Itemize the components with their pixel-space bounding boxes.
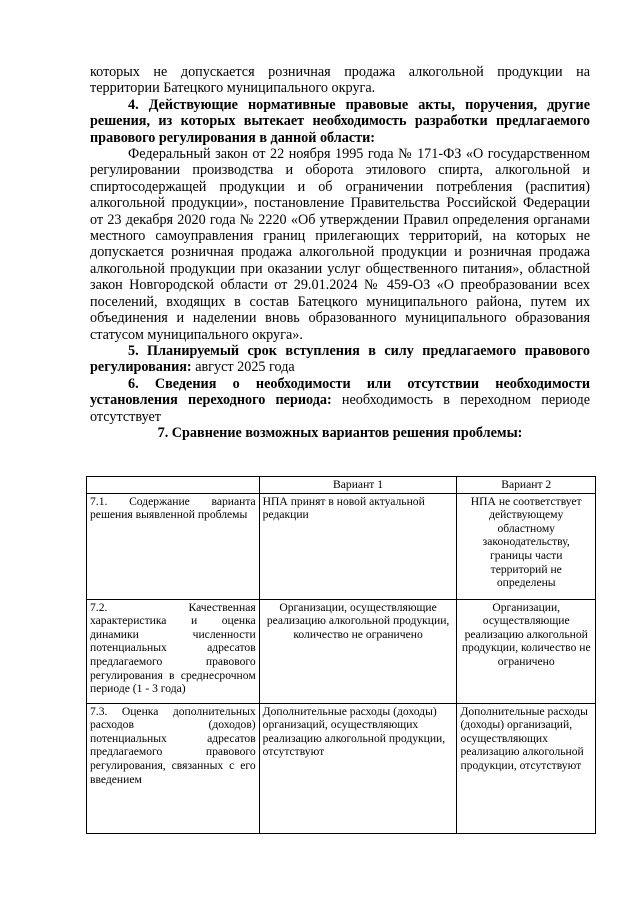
section-5-value: август 2025 года xyxy=(195,359,295,376)
section-5-title: 5. Планируемый срок вступления в силу предлагаемого правового регулирования: xyxy=(90,342,590,376)
row-variant-2: НПА не соответствует действующему областному законодательству, границы части территорий не определены xyxy=(457,493,596,599)
row-variant-1: Организации, осуществляющие реализацию алкогольной продукции, количество не ограничено xyxy=(259,599,457,703)
comparison-table xyxy=(86,476,596,834)
header-cell-variant-1: Вариант 1 xyxy=(259,477,457,494)
row-label: 7.3. Оценка дополнительных расходов (доходов) потенциальных адресатов предлагаемого правового регулирования, связанных с его введением xyxy=(87,703,260,833)
header-cell-empty xyxy=(87,477,260,494)
table-row xyxy=(87,703,596,833)
text-body xyxy=(90,64,590,441)
row-label: 7.1. Содержание варианта решения выявленной проблемы xyxy=(87,493,260,599)
table-row xyxy=(87,599,596,703)
row-variant-2: Организации, осуществляющие реализацию алкогольной продукции, количество не ограничено xyxy=(457,599,596,703)
section-6-title: 6. Сведения о необходимости или отсутствии необходимости установления переходного периода: xyxy=(90,375,590,409)
section-6-value: необходимость в переходном периоде отсутствует xyxy=(90,392,590,425)
section-5 xyxy=(90,343,590,376)
header-cell-variant-2: Вариант 2 xyxy=(457,477,596,494)
row-variant-1: Дополнительные расходы (доходы) организаций, осуществляющих реализацию алкогольной продукции, отсутствуют xyxy=(259,703,457,833)
table-header-row xyxy=(87,477,596,494)
table-row xyxy=(87,493,596,599)
section-7-title: 7. Сравнение возможных вариантов решения проблемы: xyxy=(157,424,523,441)
paragraph-continuation: которых не допускается розничная продажа алкогольной продукции на территории Батецкого муниципального округа. xyxy=(90,64,590,97)
row-variant-1: НПА принят в новой актуальной редакции xyxy=(259,493,457,599)
row-variant-2: Дополнительные расходы (доходы) организаций, осуществляющих реализацию алкогольной продукции, отсутствуют xyxy=(457,703,596,833)
row-label: 7.2. Качественная характеристика и оценка динамики численности потенциальных адресатов предлагаемого правового регулирования в среднесрочном периоде (1 - 3 года) xyxy=(87,599,260,703)
section-4-title: 4. Действующие нормативные правовые акты, поручения, другие решения, из которых вытекает необходимость разработки предлагаемого правового регулирования в данной области: xyxy=(90,96,590,146)
section-6 xyxy=(90,376,590,425)
section-4-body: Федеральный закон от 22 ноября 1995 года № 171-ФЗ «О государственном регулировании производства и оборота этилового спирта, алкогольной и спиртосодержащей продукции и об ограничении потребления (распития) алкогольной продукции», постановление Правительства Российской Федерации от 23 декабря 2020 года № 2220 «Об утверждении Правил определения органами местного самоуправления границ прилегающих территорий, на которых не допускается розничная продажа алкогольной продукции и розничная продажа алкогольной продукции при оказании услуг общественного питания», областной закон Новгородской области от 29.01.2024 № 459-ОЗ «О преобразовании всех поселений, входящих в состав Батецкого муниципального района, путем их объединения и наделении вновь образованного муниципального образования статусом муниципального округа». xyxy=(90,146,590,343)
